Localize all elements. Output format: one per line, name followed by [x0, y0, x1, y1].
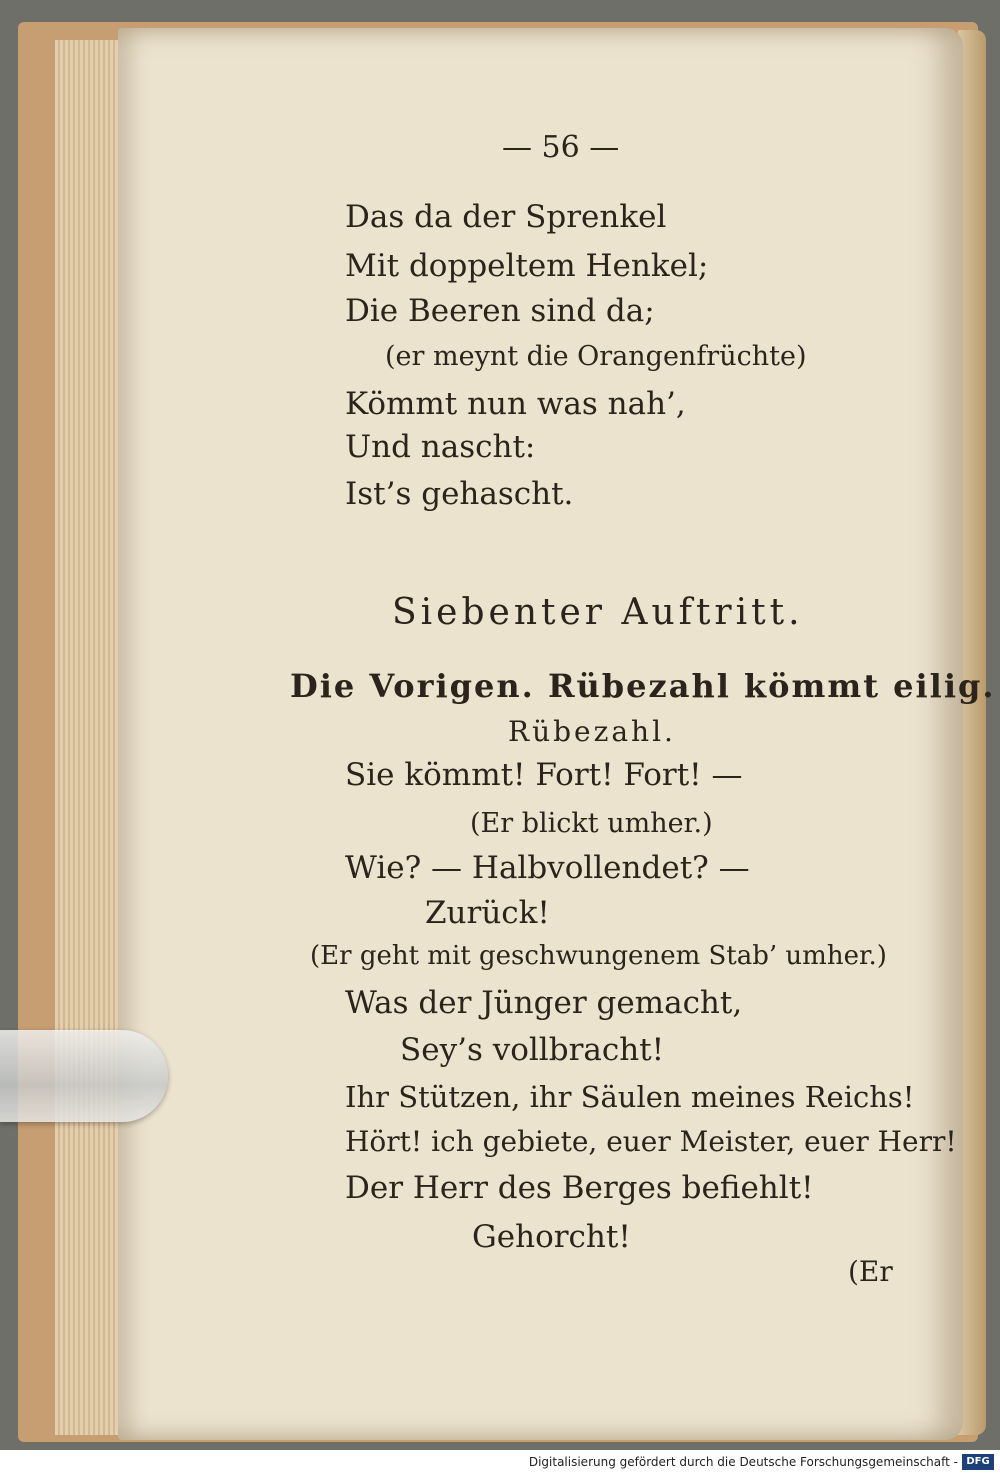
stage-direction: (er meynt die Orangenfrüchte) [385, 341, 807, 372]
verse-line: Die Beeren sind da; [345, 293, 655, 329]
page-holder-clip [0, 1030, 168, 1122]
speaker-name: Rübezahl. [508, 715, 676, 748]
verse-line: Sey’s vollbracht! [400, 1032, 665, 1068]
scene-heading: Siebenter Auftritt. [392, 592, 804, 633]
verse-line: Sie kömmt! Fort! Fort! — [345, 757, 743, 793]
verse-line: Und nascht: [345, 429, 536, 465]
verse-line: Hört! ich gebiete, euer Meister, euer Herr! [345, 1125, 957, 1158]
funding-notice: Digitalisierung gefördert durch die Deutsche Forschungsgemeinschaft - [528, 1455, 958, 1469]
verse-line: Das da der Sprenkel [345, 199, 667, 235]
footer-bar [0, 1452, 1000, 1473]
verse-line: Der Herr des Berges befiehlt! [345, 1170, 814, 1206]
verse-line: Ist’s gehascht. [345, 476, 574, 512]
verse-line: Ihr Stützen, ihr Säulen meines Reichs! [345, 1080, 915, 1114]
verse-line: Mit doppeltem Henkel; [345, 248, 709, 284]
dfg-logo: DFG [962, 1454, 994, 1470]
stage-direction: (Er blickt umher.) [470, 808, 713, 839]
verse-line: Gehorcht! [472, 1219, 631, 1255]
verse-line: Kömmt nun was nah’, [345, 386, 686, 422]
verse-line: Zurück! [425, 895, 550, 931]
stage-direction: (Er geht mit geschwungenem Stab’ umher.) [310, 941, 887, 971]
verse-line: Wie? — Halbvollendet? — [345, 850, 750, 886]
verse-line: Was der Jünger gemacht, [345, 985, 743, 1021]
catchword: (Er [848, 1255, 893, 1288]
page-number: — 56 — [502, 130, 620, 165]
cast-line: Die Vorigen. Rübezahl kömmt eilig. [290, 667, 996, 705]
